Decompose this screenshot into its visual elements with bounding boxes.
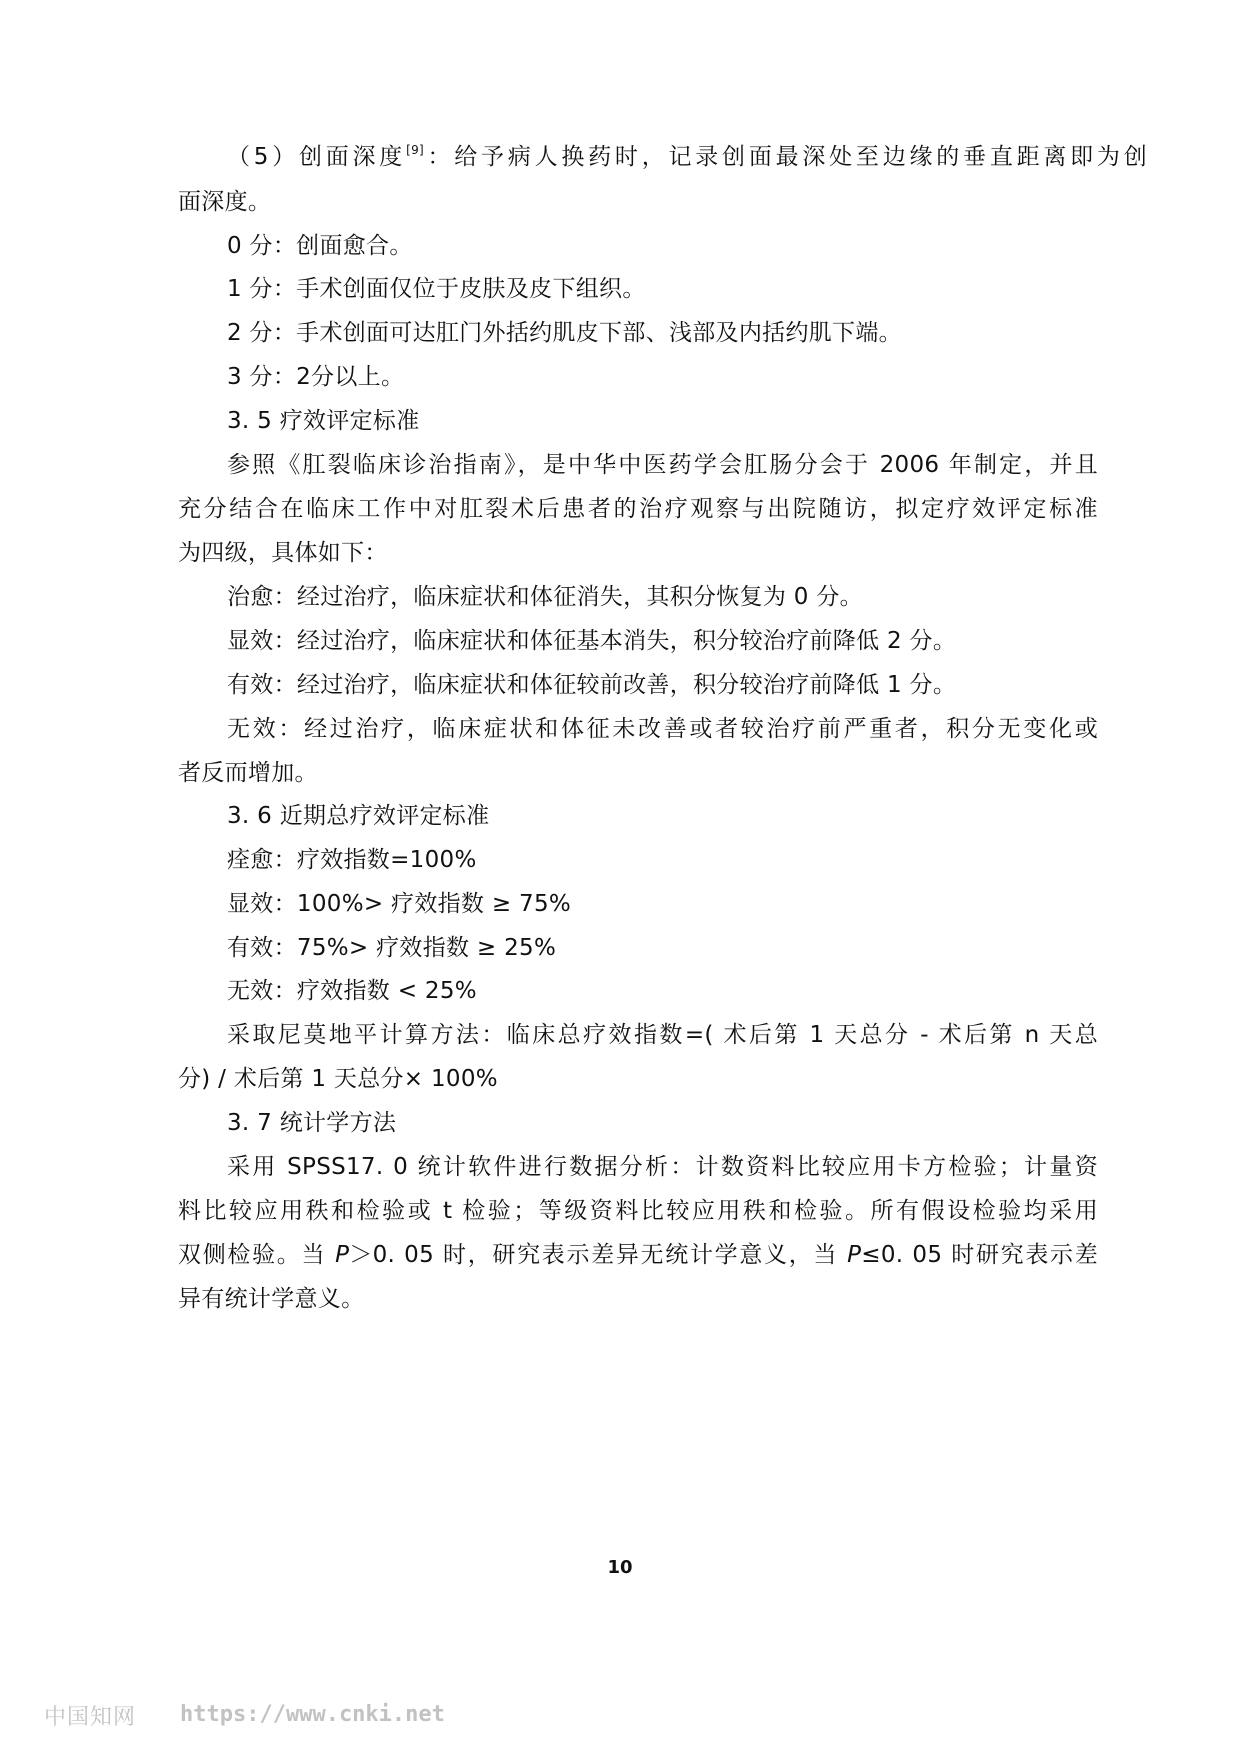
stats-line3-part-c: ≤0. 05 时研究表示差 [861, 1242, 1099, 1268]
wound-depth-heading: （5）创面深度 [227, 144, 407, 170]
efficacy-marked: 显效：100%> 疗效指数 ≥ 75% [227, 891, 572, 917]
page-number: 10 [607, 1557, 633, 1578]
stats-line3-part-b: ＞0. 05 时，研究表示差异无统计学意义，当 [349, 1242, 848, 1268]
section-heading-3-5: 3. 5 疗效评定标准 [227, 408, 420, 434]
efficacy-recovery: 痊愈：疗效指数=100% [227, 847, 477, 873]
p-value-symbol: P [335, 1242, 350, 1268]
formula-line1: 采取尼莫地平计算方法：临床总疗效指数=( 术后第 1 天总分 - 术后第 n 天总 [227, 1022, 1098, 1048]
efficacy-effective: 有效：75%> 疗效指数 ≥ 25% [227, 935, 557, 961]
p-value-symbol: P [847, 1242, 862, 1268]
criteria-effective: 有效：经过治疗，临床症状和体征较前改善，积分较治疗前降低 1 分。 [227, 672, 957, 698]
section-heading-3-6: 3. 6 近期总疗效评定标准 [227, 803, 490, 829]
criteria-invalid-line2: 者反而增加。 [178, 760, 318, 786]
cnki-watermark-url: https://www.cnki.net [180, 1702, 445, 1727]
score-0: 0 分：创面愈合。 [227, 233, 413, 259]
criteria-invalid-line1: 无效：经过治疗，临床症状和体征未改善或者较治疗前严重者，积分无变化或 [227, 716, 1098, 742]
score-1: 1 分：手术创面仅位于皮肤及皮下组织。 [227, 276, 646, 302]
stats-line3-part-a: 双侧检验。当 [178, 1242, 336, 1268]
formula-line2: 分) / 术后第 1 天总分× 100% [178, 1066, 498, 1092]
criteria-cure: 治愈：经过治疗，临床症状和体征消失，其积分恢复为 0 分。 [227, 584, 863, 610]
paragraph-wound-depth-line1 [227, 142, 1147, 172]
paragraph-criteria-line2: 充分结合在临床工作中对肛裂术后患者的治疗观察与出院随访，拟定疗效评定标准 [178, 496, 1098, 522]
stats-line4: 异有统计学意义。 [178, 1286, 365, 1312]
wound-depth-text: ：给予病人换药时，记录创面最深处至边缘的垂直距离即为创 [424, 144, 1148, 170]
efficacy-invalid: 无效：疗效指数 < 25% [227, 978, 477, 1004]
citation-ref[interactable]: [9] [406, 143, 424, 157]
paragraph-criteria-line1: 参照《肛裂临床诊治指南》，是中华中医药学会肛肠分会于 2006 年制定，并且 [227, 452, 1098, 478]
score-2: 2 分：手术创面可达肛门外括约肌皮下部、浅部及内括约肌下端。 [227, 320, 902, 346]
stats-line3 [178, 1240, 1098, 1270]
score-3: 3 分：2分以上。 [227, 364, 405, 390]
paragraph-wound-depth-line2: 面深度。 [178, 189, 272, 215]
stats-line1: 采用 SPSS17. 0 统计软件进行数据分析：计数资料比较应用卡方检验；计量资 [227, 1154, 1098, 1180]
criteria-marked: 显效：经过治疗，临床症状和体征基本消失，积分较治疗前降低 2 分。 [227, 628, 957, 654]
cnki-watermark-brand: 中国知网 [44, 1705, 137, 1730]
paragraph-criteria-line3: 为四级，具体如下： [178, 540, 388, 566]
stats-line2: 料比较应用秩和检验或 t 检验；等级资料比较应用秩和检验。所有假设检验均采用 [178, 1198, 1098, 1224]
section-heading-3-7: 3. 7 统计学方法 [227, 1110, 397, 1136]
